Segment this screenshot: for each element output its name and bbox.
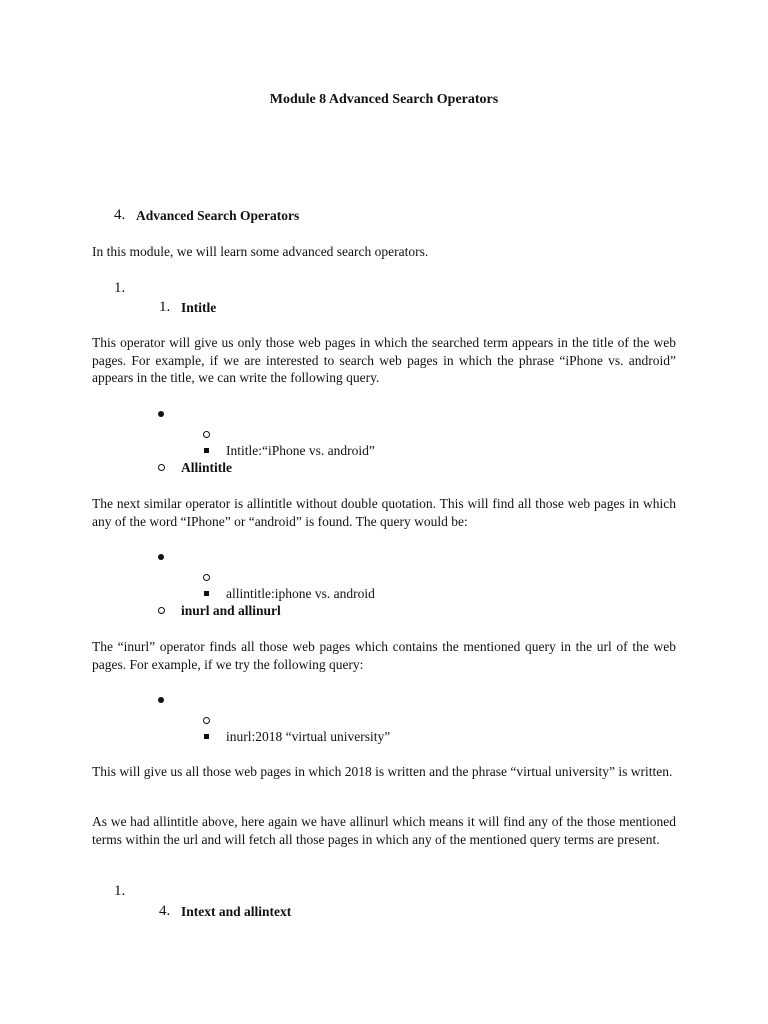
circle-bullet-icon xyxy=(203,431,210,438)
intext-heading: Intext and allintext xyxy=(181,904,292,919)
section-heading: Advanced Search Operators xyxy=(136,208,300,223)
square-bullet-icon xyxy=(204,734,209,739)
square-bullet-icon xyxy=(204,591,209,596)
inurl-explanation: This will give us all those web pages in which 2018 is written and the phrase “virtual university” is written. xyxy=(92,764,673,779)
outer-list-number: 1. xyxy=(114,883,126,899)
section-number: 4. xyxy=(114,207,126,223)
intitle-paragraph: This operator will give us only those web pages in which the searched term appears in the title of the web pages. For example, if we are interested to search web pages in which the phrase “iPhone vs. android” appears in the title, we can write the following query. xyxy=(92,335,676,385)
intitle-query: Intitle:“iPhone vs. android” xyxy=(226,443,375,458)
circle-bullet-icon xyxy=(203,717,210,724)
inurl-paragraph: The “inurl” operator finds all those web pages which contains the mentioned query in the url of the web pages. For example, if we try the following query: xyxy=(92,639,676,672)
circle-bullet-icon xyxy=(158,464,165,471)
outer-list-number: 1. xyxy=(114,280,126,296)
intitle-heading: Intitle xyxy=(181,300,217,315)
page-title: Module 8 Advanced Search Operators xyxy=(269,92,499,107)
intro-paragraph: In this module, we will learn some advanced search operators. xyxy=(92,244,429,259)
inurl-query: inurl:2018 “virtual university” xyxy=(226,729,391,744)
circle-bullet-icon xyxy=(203,574,210,581)
circle-bullet-icon xyxy=(158,607,165,614)
inner-list-number: 1. xyxy=(159,299,171,315)
allinurl-paragraph: As we had allintitle above, here again we have allinurl which means it will find any of the those mentioned terms within the url and will fetch all those pages in which any of the mentioned query terms are present. xyxy=(92,814,676,847)
allintitle-heading: Allintitle xyxy=(181,460,232,475)
allintitle-paragraph: The next similar operator is allintitle without double quotation. This will find all those web pages in which any of the word “IPhone” or “android” is found. The query would be: xyxy=(92,496,676,529)
bullet-dot-icon xyxy=(158,697,164,703)
allintitle-query: allintitle:iphone vs. android xyxy=(226,586,375,601)
inner-list-number: 4. xyxy=(159,903,171,919)
bullet-dot-icon xyxy=(158,411,164,417)
bullet-dot-icon xyxy=(158,554,164,560)
square-bullet-icon xyxy=(204,448,209,453)
inurl-heading: inurl and allinurl xyxy=(181,603,281,618)
